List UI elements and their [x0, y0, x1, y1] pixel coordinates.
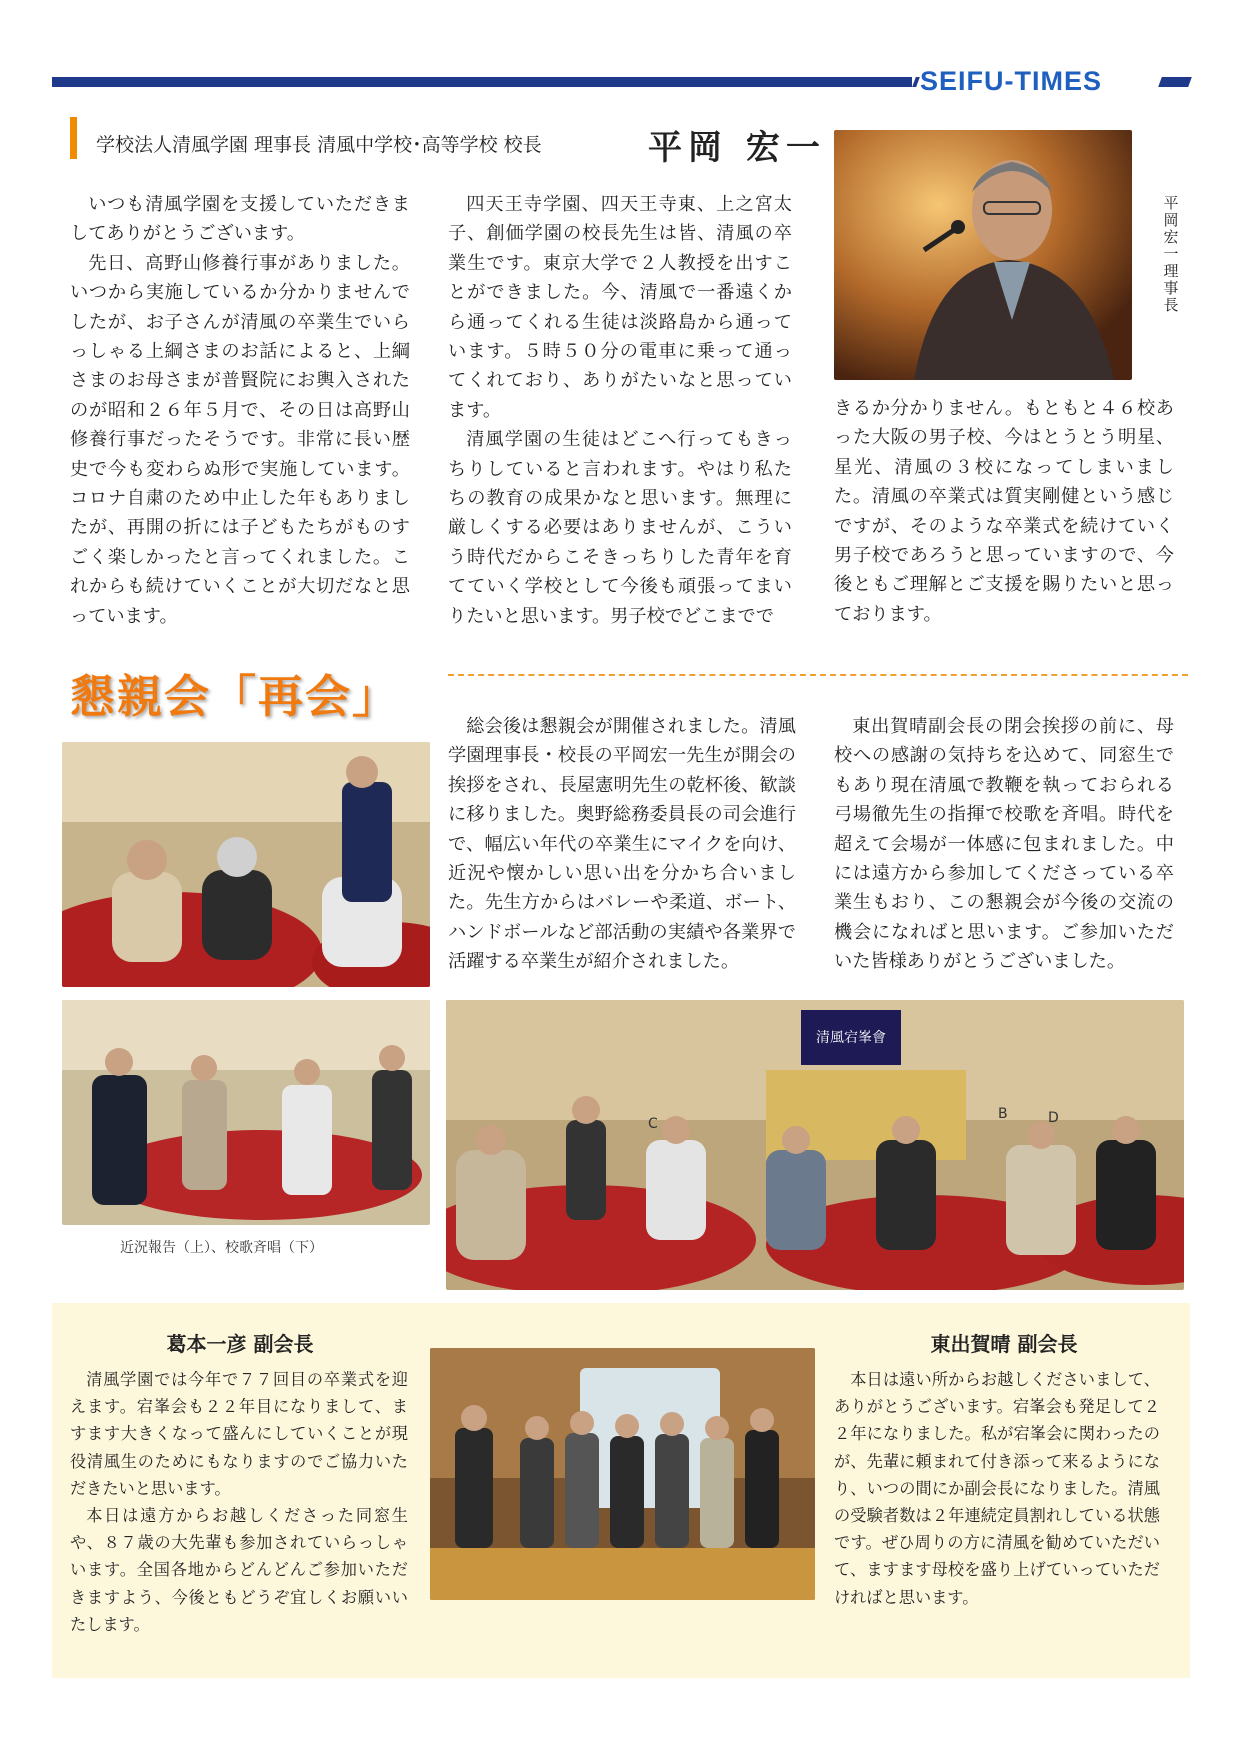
- author-title: 学校法人清風学園 理事長 清風中学校･高等学校 校長: [96, 134, 542, 156]
- party-column-2: [834, 712, 1174, 977]
- paragraph: 東出賀晴副会長の閉会挨拶の前に、母校への感謝の気持ちを込めて、同窓生でもあり現在清風で教鞭を執っておられる弓場徹先生の指揮で校歌を斉唱。時代を超えて会場が一体感に包まれました。中には遠方から参加してくださっている卒業生もおり、この懇親会が今後の交流の機会になればと思います。ご参加いただいた皆様ありがとうございました。: [834, 716, 1174, 973]
- vice-chair-right-heading: 東出賀晴 副会長: [930, 1332, 1078, 1356]
- vice-chair-left-heading: 葛本一彦 副会長: [166, 1332, 314, 1356]
- article-column-3: [834, 394, 1174, 629]
- section-title: 懇親会「再会」: [70, 670, 400, 723]
- paragraph: いつも清風学園を支援していただきましてありがとうございます。: [70, 194, 410, 245]
- vice-chairs-stage-photo: [430, 1348, 815, 1600]
- song-photo-large: [446, 1000, 1184, 1290]
- banner-text: 清風宕峯會: [816, 1030, 886, 1046]
- speech-photo: [62, 742, 430, 987]
- party-column-1: [448, 712, 796, 977]
- table-label-c: C: [648, 1116, 658, 1132]
- photo-caption-vertical: 平岡宏一 理事長: [1163, 194, 1179, 314]
- heading-accent-bar: [70, 117, 77, 159]
- author-name: 平岡 宏一: [648, 128, 826, 168]
- chairman-photo: [834, 130, 1132, 380]
- vice-chair-left-text: [70, 1366, 408, 1638]
- header-stripe-right: [1158, 77, 1192, 87]
- photo-caption: 近況報告（上）、校歌斉唱（下）: [120, 1240, 323, 1256]
- paragraph: 清風学園では今年で７７回目の卒業式を迎えます。宕峯会も２２年目になりまして、ますます大きくなって盛んにしていくことが現役清風生のためにもなりますのでご協力いただきたいと思います。: [70, 1370, 408, 1498]
- paragraph: 本日は遠い所からお越しくださいまして、ありがとうございます。宕峯会も発足して２２年になりました。私が宕峯会に関わったのが、先輩に頼まれて付き添って来るようになり、いつの間にか副会長になりました。清風の受験者数は２年連続定員割れしている状態です。ぜひ周りの方に清風を勧めていただいて、ますます母校を盛り上げていっていただければと思います。: [834, 1370, 1160, 1607]
- paragraph: 四天王寺学園、四天王寺東、上之宮太子、創価学園の校長先生は皆、清風の卒業生です。東京大学で２人教授を出すことができました。今、清風で一番遠くから通ってくれる生徒は淡路島から通っています。５時５０分の電車に乗って通ってくれており、ありがたいなと思っています。: [448, 194, 792, 421]
- masthead-title: SEIFU-TIMES: [920, 66, 1103, 96]
- dashed-divider: [448, 674, 1188, 676]
- article-column-2: [448, 190, 792, 631]
- table-label-d: D: [1048, 1110, 1059, 1126]
- paragraph: 先日、高野山修養行事がありました。いつから実施しているか分かりませんでしたが、お子さんが清風の卒業生でいらっしゃる上綱さまのお話によると、上綱さまのお母さまが普賢院にお輿入されたのが昭和２６年５月で、その日は高野山修養行事だったそうです。非常に長い歴史で今も変わらぬ形で実施しています。コロナ自粛のため中止した年もありましたが、再開の折には子どもたちがものすごく楽しかったと言ってくれました。これからも続けていくことが大切だなと思っています。: [70, 252, 410, 627]
- paragraph: 清風学園の生徒はどこへ行ってもきっちりしていると言われます。やはり私たちの教育の成果かなと思います。無理に厳しくする必要はありませんが、こういう時代だからこそきっちりした青年を育てていく学校として今後も頑張ってまいりたいと思います。男子校でどこまでで: [448, 429, 792, 627]
- paragraph: 本日は遠方からお越しくださった同窓生や、８７歳の大先輩も参加されていらっしゃいます。全国各地からどんどんご参加いただきますよう、今後ともどうぞ宜しくお願いいたします。: [70, 1506, 408, 1634]
- header-bar: [52, 77, 912, 87]
- paragraph: きるか分かりません。もともと４６校あった大阪の男子校、今はとうとう明星、星光、清風の３校になってしまいました。清風の卒業式は質実剛健という感じですが、そのような卒業式を続けていく男子校であろうと思っていますので、今後ともご理解とご支援を賜りたいと思っております。: [834, 398, 1174, 625]
- header-stripe: [912, 77, 920, 87]
- table-label-b: B: [998, 1106, 1008, 1122]
- vice-chair-right-text: [834, 1366, 1160, 1611]
- song-photo-small: [62, 1000, 430, 1225]
- paragraph: 総会後は懇親会が開催されました。清風学園理事長・校長の平岡宏一先生が開会の挨拶をされ、長屋憲明先生の乾杯後、歓談に移りました。奥野総務委員長の司会進行で、幅広い年代の卒業生にマイクを向け、近況や懐かしい思い出を分かち合いました。先生方からはバレーや柔道、ボート、ハンドボールなど部活動の実績や各業界で活躍する卒業生が紹介されました。: [448, 716, 796, 973]
- article-column-1: [70, 190, 410, 631]
